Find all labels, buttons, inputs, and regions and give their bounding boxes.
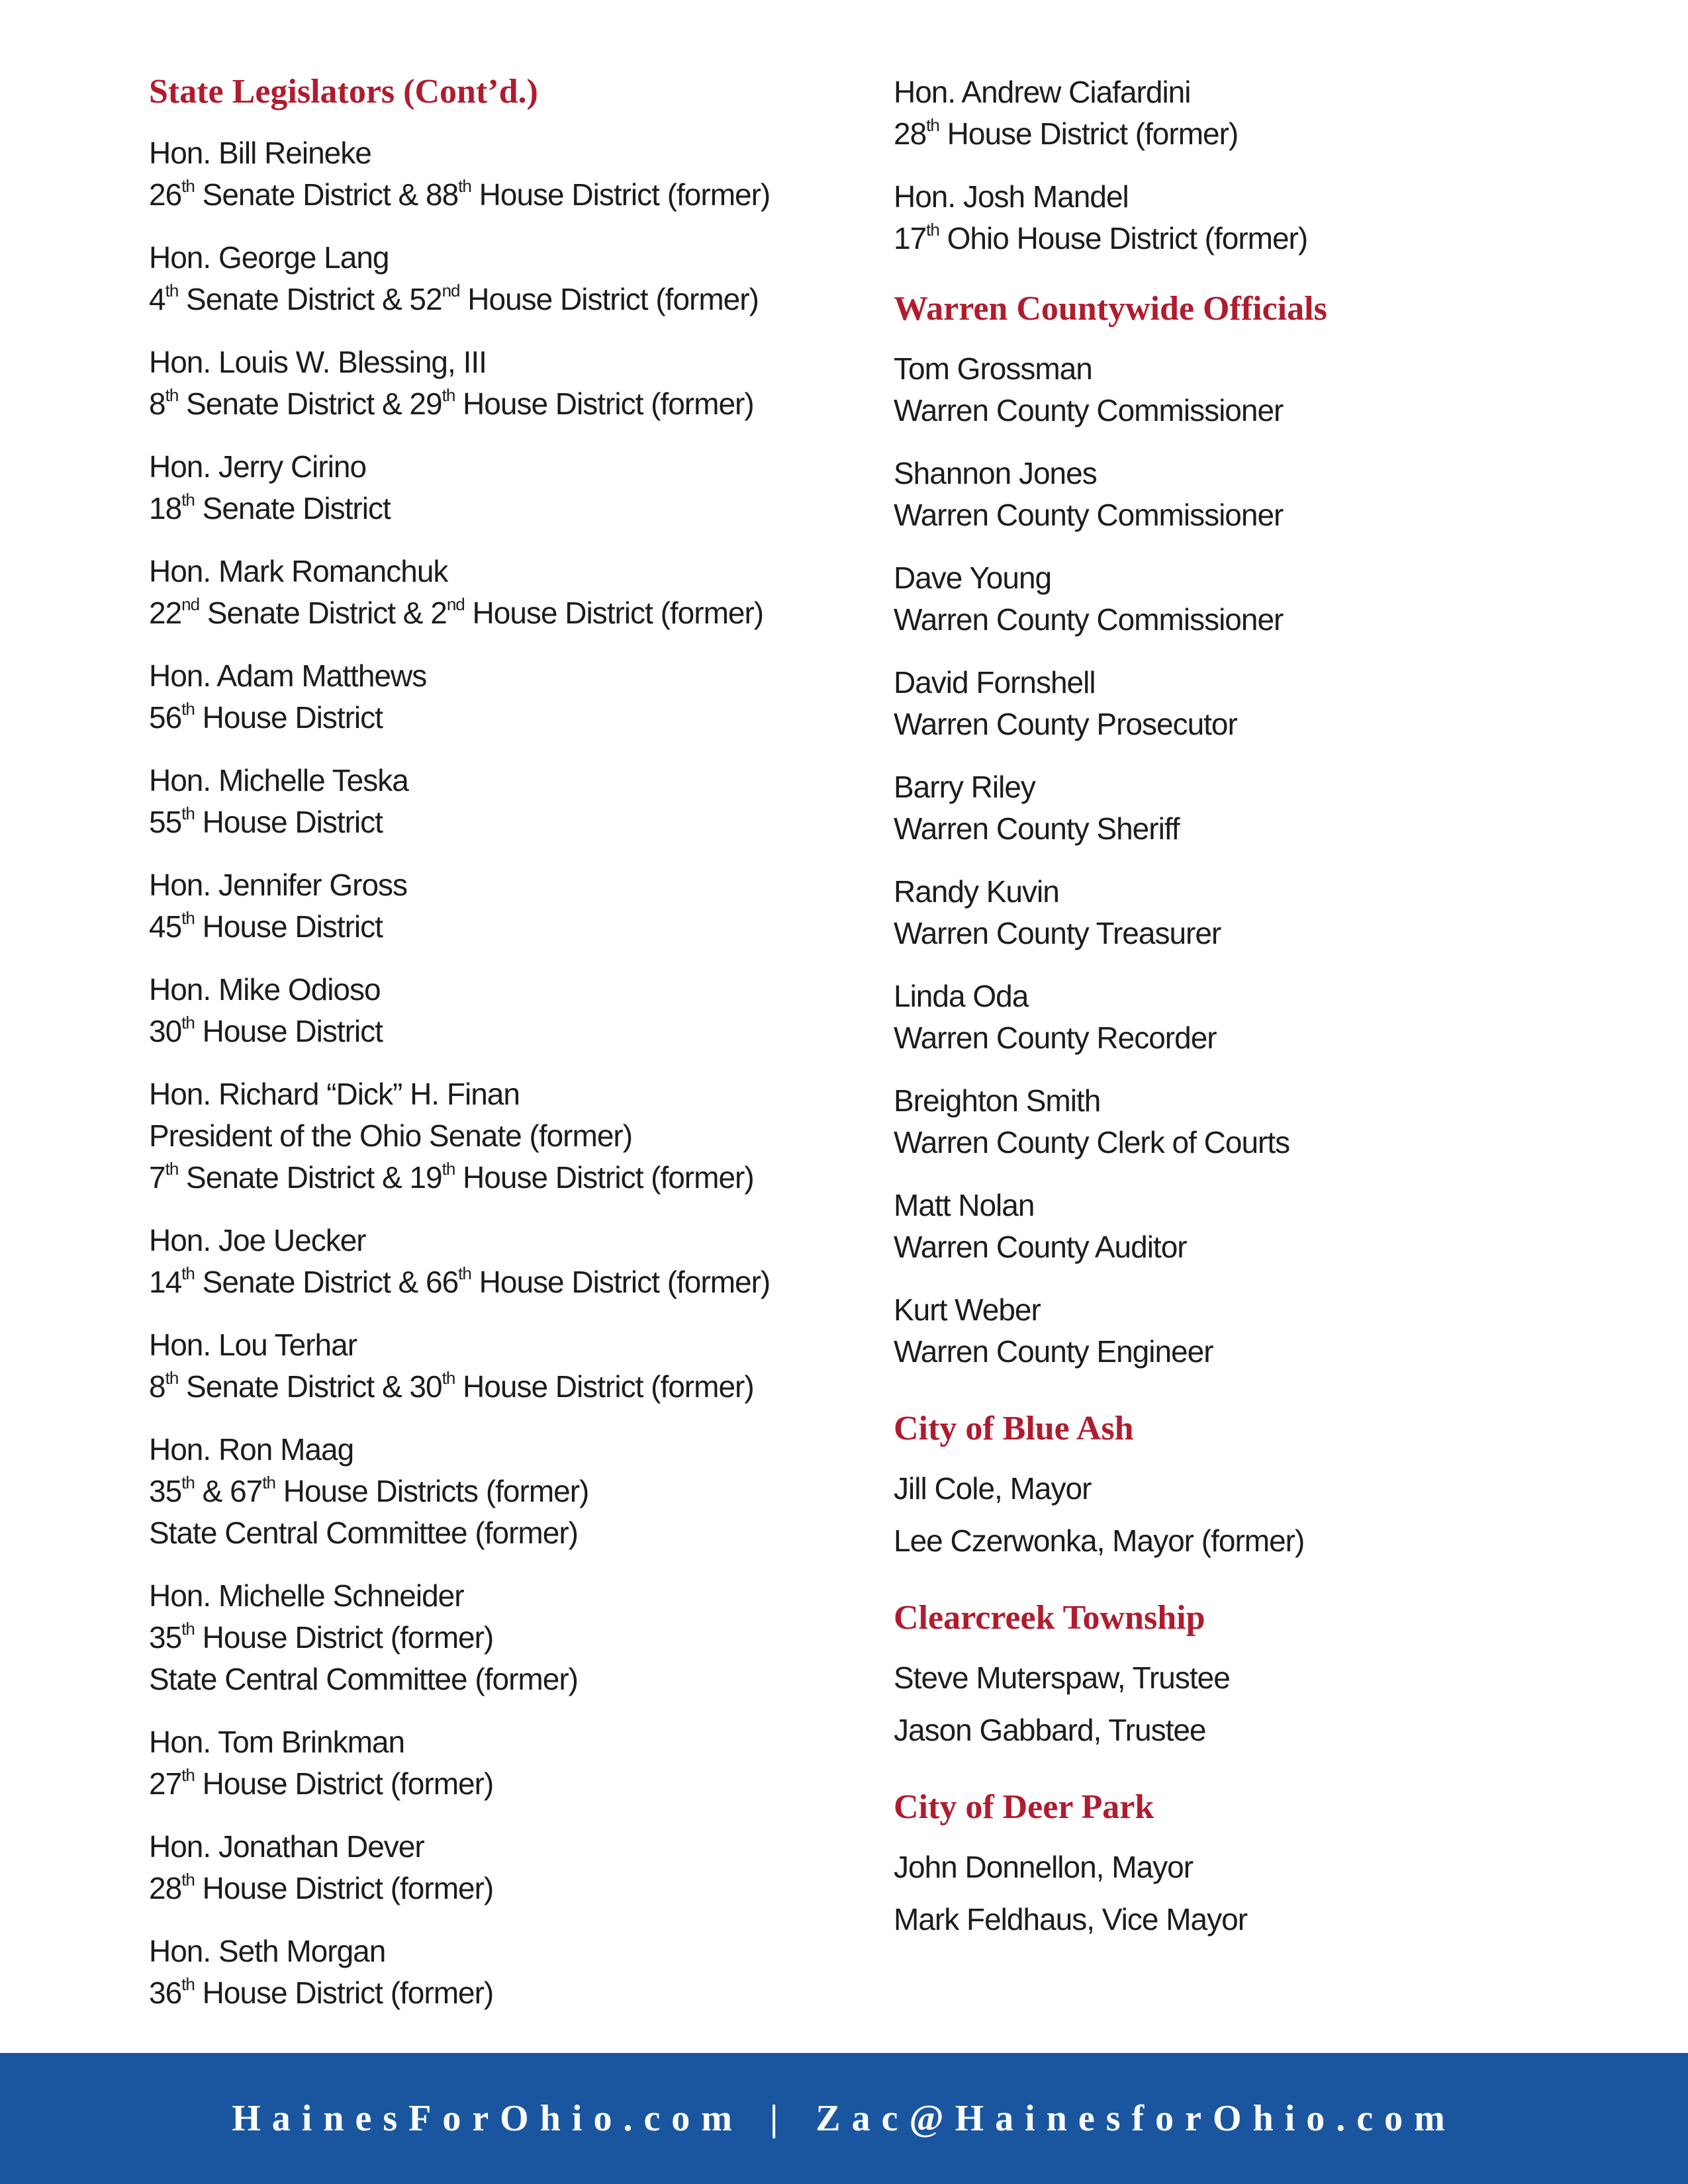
text-segment: 14 (149, 1265, 182, 1299)
official-name: Hon. Michelle Schneider (149, 1578, 464, 1613)
official-name: Hon. Ron Maag (149, 1432, 354, 1467)
legislator-entry (149, 237, 844, 320)
official-name: Breighton Smith (894, 1083, 1101, 1118)
legislator-entry (149, 1575, 844, 1700)
legislator-entry (149, 341, 844, 425)
official-name: Kurt Weber (894, 1293, 1041, 1327)
section-heading-city-of-blue-ash: City of Blue Ash (894, 1410, 1134, 1447)
legislator-entry (149, 132, 844, 216)
official-name: Hon. Jonathan Dever (149, 1829, 424, 1864)
official-entry (894, 1520, 1589, 1562)
official-title: Warren County Treasurer (894, 916, 1221, 950)
footer-email-link[interactable]: Zac@HainesforOhio.com (816, 2098, 1456, 2139)
official-name-title: Jill Cole, Mayor (894, 1471, 1092, 1506)
official-name: Hon. Tom Brinkman (149, 1725, 405, 1759)
official-entry (894, 1080, 1589, 1163)
left-column (149, 71, 844, 2035)
text-segment: House Districts (former) (275, 1474, 589, 1508)
text-segment: 35 (149, 1474, 182, 1508)
text-segment: 22 (149, 596, 182, 630)
text-segment: 30 (149, 1014, 182, 1048)
text-segment: 56 (149, 700, 182, 735)
footer-separator: | (769, 2098, 790, 2139)
official-entry (894, 1709, 1589, 1751)
legislator-entry (149, 1931, 844, 2014)
official-name: Hon. Andrew Ciafardini (894, 75, 1191, 109)
text-segment: House District (194, 700, 383, 735)
official-entry (894, 557, 1589, 641)
official-title (149, 1471, 844, 1512)
official-name: Linda Oda (894, 979, 1029, 1013)
text-segment: 26 (149, 177, 182, 212)
text-segment: House District (194, 1014, 383, 1048)
official-title (149, 1261, 844, 1303)
ordinal-suffix: th (458, 1263, 471, 1283)
official-title (149, 801, 844, 843)
official-title (149, 1011, 844, 1052)
ordinal-suffix: th (181, 1012, 195, 1032)
text-segment: 35 (149, 1620, 182, 1655)
official-name: Hon. Mike Odioso (149, 972, 381, 1007)
right-column (894, 71, 1589, 1951)
text-segment: Senate District & 52 (178, 282, 442, 316)
legislator-entry (149, 1429, 844, 1554)
legislator-entry (149, 1220, 844, 1303)
official-entry (894, 1468, 1589, 1510)
official-entry (894, 976, 1589, 1059)
official-entry (894, 453, 1589, 536)
legislator-entry (149, 1324, 844, 1408)
official-title: Warren County Auditor (894, 1230, 1187, 1264)
text-segment: Senate District & 88 (194, 177, 459, 212)
text-segment: House District (former) (455, 1160, 754, 1195)
ordinal-suffix: th (442, 1367, 455, 1388)
text-segment: 17 (894, 221, 927, 255)
text-segment: State Central Committee (former) (149, 1516, 578, 1550)
footer-website-link[interactable]: HainesForOhio.com (232, 2098, 743, 2139)
ordinal-suffix: th (442, 1158, 455, 1179)
official-entry (894, 1185, 1589, 1268)
text-segment: Senate District & 66 (194, 1265, 459, 1299)
text-segment: House District (former) (471, 177, 771, 212)
official-name: Hon. Richard “Dick” H. Finan (149, 1077, 520, 1111)
legislator-entry (149, 551, 844, 634)
text-segment: 28 (894, 116, 927, 151)
official-title: Warren County Commissioner (894, 498, 1284, 532)
text-segment: Senate District (194, 491, 391, 525)
official-title (149, 1157, 844, 1199)
text-segment: House District (former) (455, 387, 754, 421)
official-name: Randy Kuvin (894, 874, 1059, 909)
official-title (149, 1366, 844, 1408)
official-name: Hon. Adam Matthews (149, 659, 427, 693)
ordinal-suffix: th (181, 698, 195, 719)
text-segment: 28 (149, 1871, 182, 1905)
ordinal-suffix: th (181, 1764, 195, 1785)
legislator-entry (149, 655, 844, 739)
official-name-title: Mark Feldhaus, Vice Mayor (894, 1902, 1248, 1936)
text-segment: State Central Committee (former) (149, 1662, 578, 1696)
ordinal-suffix: nd (446, 594, 465, 614)
official-name: Hon. Mark Romanchuk (149, 554, 448, 588)
official-title (149, 488, 844, 529)
ordinal-suffix: th (181, 1974, 195, 1994)
legislator-entry (149, 1826, 844, 1909)
official-title (149, 906, 844, 948)
official-title (149, 1763, 844, 1805)
legislator-entry (149, 1721, 844, 1805)
official-entry (894, 766, 1589, 850)
ordinal-suffix: th (442, 385, 455, 405)
ordinal-suffix: th (181, 1263, 195, 1283)
section-heading-city-of-deer-park: City of Deer Park (894, 1788, 1154, 1826)
text-segment: Senate District & 2 (199, 596, 447, 630)
text-segment: 45 (149, 909, 182, 944)
official-name: Hon. Louis W. Blessing, III (149, 345, 487, 379)
official-title (149, 1115, 844, 1157)
text-segment: Senate District & 30 (178, 1369, 442, 1404)
official-title: Warren County Engineer (894, 1334, 1213, 1369)
ordinal-suffix: th (165, 280, 179, 300)
text-segment: Senate District & 29 (178, 387, 442, 421)
text-segment: House District (former) (471, 1265, 771, 1299)
legislator-entry (894, 71, 1589, 155)
official-name: Hon. Bill Reineke (149, 136, 371, 170)
official-title: Warren County Clerk of Courts (894, 1125, 1290, 1160)
official-entry (894, 1657, 1589, 1699)
text-segment: President of the Ohio Senate (former) (149, 1118, 633, 1153)
official-title (149, 592, 844, 634)
official-name: Hon. Michelle Teska (149, 763, 408, 797)
official-title (149, 279, 844, 320)
text-segment: & 67 (194, 1474, 263, 1508)
state-legislators-list (149, 132, 844, 2014)
text-segment: House District (former) (939, 116, 1239, 151)
official-name: Hon. Jerry Cirino (149, 449, 367, 484)
official-title (149, 1617, 844, 1659)
official-name: Shannon Jones (894, 456, 1097, 490)
official-title: Warren County Commissioner (894, 602, 1284, 637)
text-segment: House District (former) (459, 282, 759, 316)
text-segment: Senate District & 19 (178, 1160, 442, 1195)
official-title (894, 113, 1589, 155)
text-segment: 55 (149, 805, 182, 839)
ordinal-suffix: th (181, 489, 195, 510)
ordinal-suffix: th (181, 1472, 195, 1492)
text-segment: House District (194, 805, 383, 839)
official-name-title: Steve Muterspaw, Trustee (894, 1661, 1230, 1695)
text-segment: 4 (149, 282, 165, 316)
official-title: Warren County Prosecutor (894, 707, 1237, 741)
text-segment: 18 (149, 491, 182, 525)
text-segment: 7 (149, 1160, 165, 1195)
text-segment: 27 (149, 1766, 182, 1801)
official-title (149, 383, 844, 425)
ordinal-suffix: th (181, 1869, 195, 1889)
official-name: Dave Young (894, 561, 1052, 595)
official-name: Tom Grossman (894, 351, 1092, 386)
text-segment: House District (former) (194, 1620, 494, 1655)
ordinal-suffix: th (181, 803, 195, 823)
state-legislators-continued-list (894, 71, 1589, 259)
section-heading-clearcreek-township: Clearcreek Township (894, 1599, 1205, 1637)
text-segment: House District (former) (194, 1766, 494, 1801)
section-heading-state-legislators: State Legislators (Cont’d.) (149, 73, 538, 111)
official-name-title: Lee Czerwonka, Mayor (former) (894, 1524, 1305, 1558)
ordinal-suffix: nd (181, 594, 200, 614)
text-segment: House District (former) (464, 596, 764, 630)
text-segment: 36 (149, 1976, 182, 2010)
official-title: Warren County Recorder (894, 1021, 1217, 1055)
official-name: Barry Riley (894, 770, 1035, 804)
legislator-entry (149, 446, 844, 529)
section-heading-warren-countywide-officials: Warren Countywide Officials (894, 290, 1327, 328)
official-name: Hon. Joe Uecker (149, 1223, 366, 1257)
text-segment: House District (194, 909, 383, 944)
official-name: Hon. George Lang (149, 240, 389, 275)
ordinal-suffix: th (165, 385, 179, 405)
footer-bar (0, 2053, 1688, 2184)
official-title (149, 1659, 844, 1700)
official-name: Matt Nolan (894, 1188, 1035, 1222)
official-title (149, 1868, 844, 1909)
text-segment: Ohio House District (former) (939, 221, 1308, 255)
ordinal-suffix: th (181, 1618, 195, 1639)
official-title (149, 1512, 844, 1554)
official-name-title: John Donnellon, Mayor (894, 1850, 1194, 1884)
legislator-entry (894, 176, 1589, 259)
official-name: Hon. Seth Morgan (149, 1934, 386, 1968)
ordinal-suffix: th (926, 219, 939, 240)
text-segment: House District (former) (194, 1976, 494, 2010)
official-name: Hon. Jennifer Gross (149, 868, 408, 902)
text-segment: House District (former) (455, 1369, 754, 1404)
official-title: Warren County Commissioner (894, 393, 1284, 428)
legislator-entry (149, 760, 844, 843)
official-title (149, 697, 844, 739)
official-entry (894, 871, 1589, 954)
ordinal-suffix: th (181, 175, 195, 196)
ordinal-suffix: nd (442, 280, 460, 300)
official-entry (894, 1899, 1589, 1940)
ordinal-suffix: th (165, 1367, 179, 1388)
legislator-entry (149, 969, 844, 1052)
official-entry (894, 348, 1589, 432)
official-name: Hon. Josh Mandel (894, 179, 1129, 214)
text-segment: 8 (149, 387, 165, 421)
official-title (149, 1972, 844, 2014)
ordinal-suffix: th (262, 1472, 275, 1492)
text-segment: 8 (149, 1369, 165, 1404)
ordinal-suffix: th (458, 175, 471, 196)
ordinal-suffix: th (165, 1158, 179, 1179)
official-entry (894, 1289, 1589, 1373)
legislator-entry (149, 864, 844, 948)
official-name-title: Jason Gabbard, Trustee (894, 1713, 1206, 1747)
official-entry (894, 662, 1589, 745)
official-title (149, 174, 844, 216)
legislator-entry (149, 1073, 844, 1199)
official-title (894, 218, 1589, 259)
ordinal-suffix: th (181, 907, 195, 928)
right-sections (894, 289, 1589, 1940)
official-name: Hon. Lou Terhar (149, 1328, 357, 1362)
text-segment: House District (former) (194, 1871, 494, 1905)
official-name: David Fornshell (894, 665, 1096, 700)
official-entry (894, 1846, 1589, 1888)
official-title: Warren County Sheriff (894, 811, 1180, 846)
ordinal-suffix: th (926, 114, 939, 135)
